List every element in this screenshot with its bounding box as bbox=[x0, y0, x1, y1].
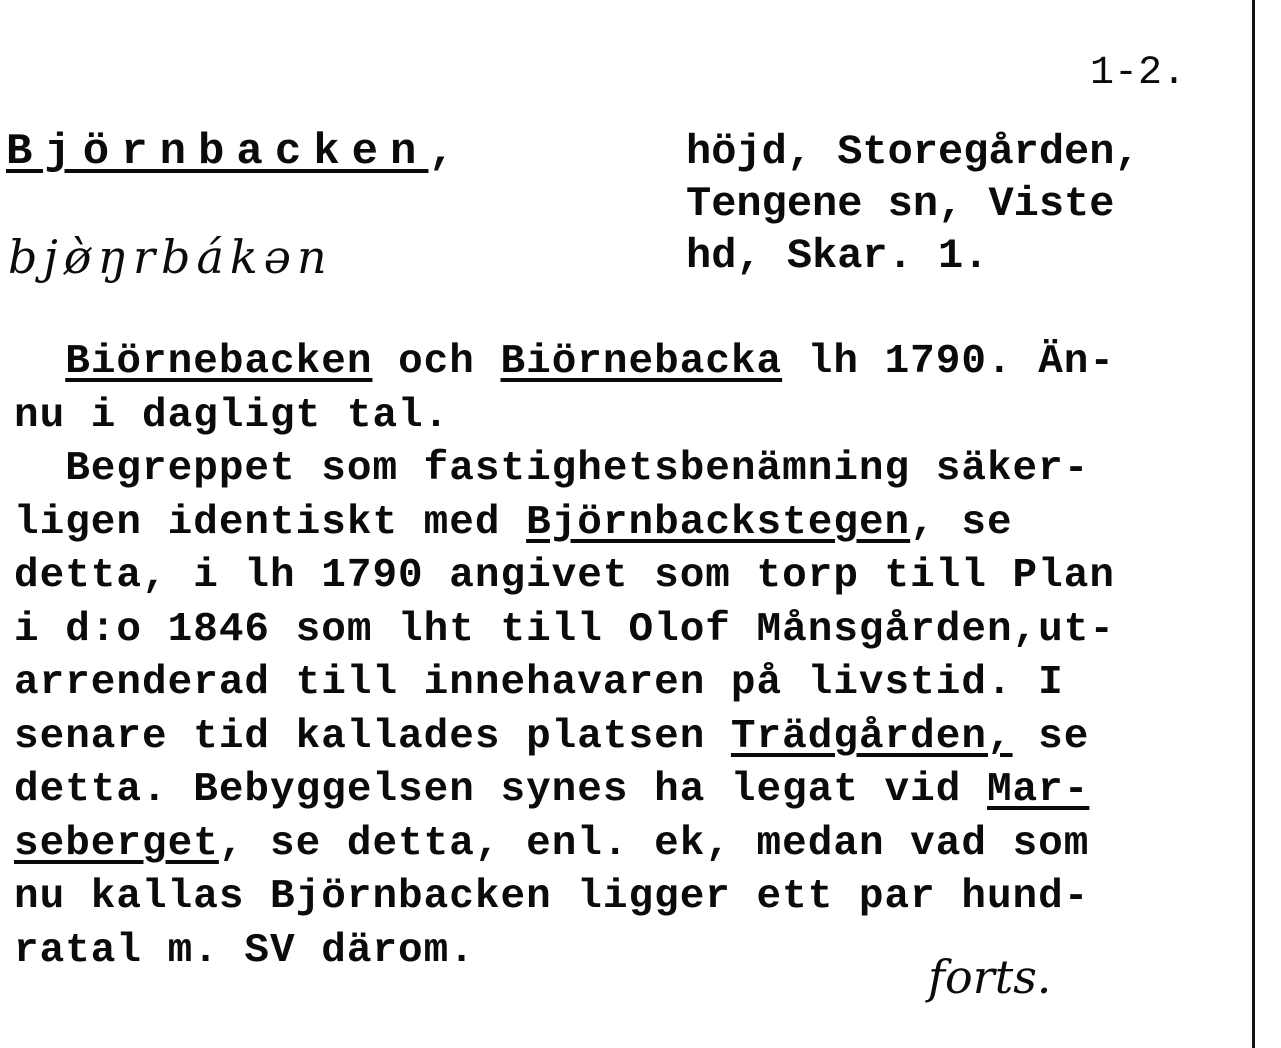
underlined-place-name: seberget bbox=[14, 821, 219, 867]
underlined-place-name: Trädgården, bbox=[730, 714, 1013, 760]
body-text-segment bbox=[14, 339, 65, 385]
body-text-segment: detta. Bebyggelsen synes ha legat vid bbox=[14, 767, 987, 813]
body-line bbox=[14, 713, 1089, 761]
handwritten-forts: forts. bbox=[928, 950, 1052, 1004]
body-text-segment: nu i dagligt tal. bbox=[14, 393, 450, 439]
body-line bbox=[14, 552, 1115, 600]
underlined-place-name: Biörnebacka bbox=[500, 339, 783, 385]
body-text-segment: se bbox=[1012, 714, 1090, 760]
body-text-segment: och bbox=[372, 339, 501, 385]
underlined-place-name: Björnbackstegen bbox=[526, 500, 911, 546]
body-text-segment: ligen identiskt med bbox=[14, 500, 527, 546]
body-line bbox=[14, 927, 475, 975]
description-line-2: Tengene sn, Viste bbox=[686, 180, 1115, 228]
body-line bbox=[14, 820, 1089, 868]
body-text-segment: Begreppet som fastighetsbenämning säker- bbox=[14, 446, 1090, 492]
description-line-3: hd, Skar. 1. bbox=[686, 232, 989, 280]
description-line-1: höjd, Storegården, bbox=[686, 128, 1140, 176]
handwritten-pronunciation: bjø̀ŋrbákən bbox=[8, 230, 333, 284]
body-line bbox=[14, 873, 1089, 921]
body-text-segment: , se detta, enl. ek, medan vad som bbox=[218, 821, 1090, 867]
body-line bbox=[14, 499, 1013, 547]
headword-line bbox=[6, 128, 467, 176]
body-text-segment: i d:o 1846 som lht till Olof Månsgården,ut- bbox=[14, 607, 1115, 653]
headword-comma: , bbox=[428, 127, 467, 177]
underlined-place-name: Biörnebacken bbox=[65, 339, 373, 385]
body-line bbox=[14, 659, 1064, 707]
body-line bbox=[14, 445, 1089, 493]
body-text-segment: lh 1790. Än- bbox=[782, 339, 1116, 385]
underlined-place-name: Mar- bbox=[986, 767, 1090, 813]
body-text-segment: senare tid kallades platsen bbox=[14, 714, 731, 760]
page-number: 1-2. bbox=[1090, 51, 1187, 96]
card-edge-line bbox=[1252, 0, 1255, 1048]
body-line bbox=[14, 392, 449, 440]
body-line bbox=[14, 766, 1089, 814]
body-text-segment: ratal m. SV därom. bbox=[14, 928, 475, 974]
headword: Björnbacken bbox=[6, 127, 429, 177]
body-line bbox=[14, 338, 1115, 386]
body-text-segment: arrenderad till innehavaren på livstid. I bbox=[14, 660, 1064, 706]
body-text-segment: nu kallas Björnbacken ligger ett par hund- bbox=[14, 874, 1090, 920]
body-text-segment: , se bbox=[910, 500, 1013, 546]
body-text-segment: detta, i lh 1790 angivet som torp till Plan bbox=[14, 553, 1115, 599]
body-line bbox=[14, 606, 1115, 654]
